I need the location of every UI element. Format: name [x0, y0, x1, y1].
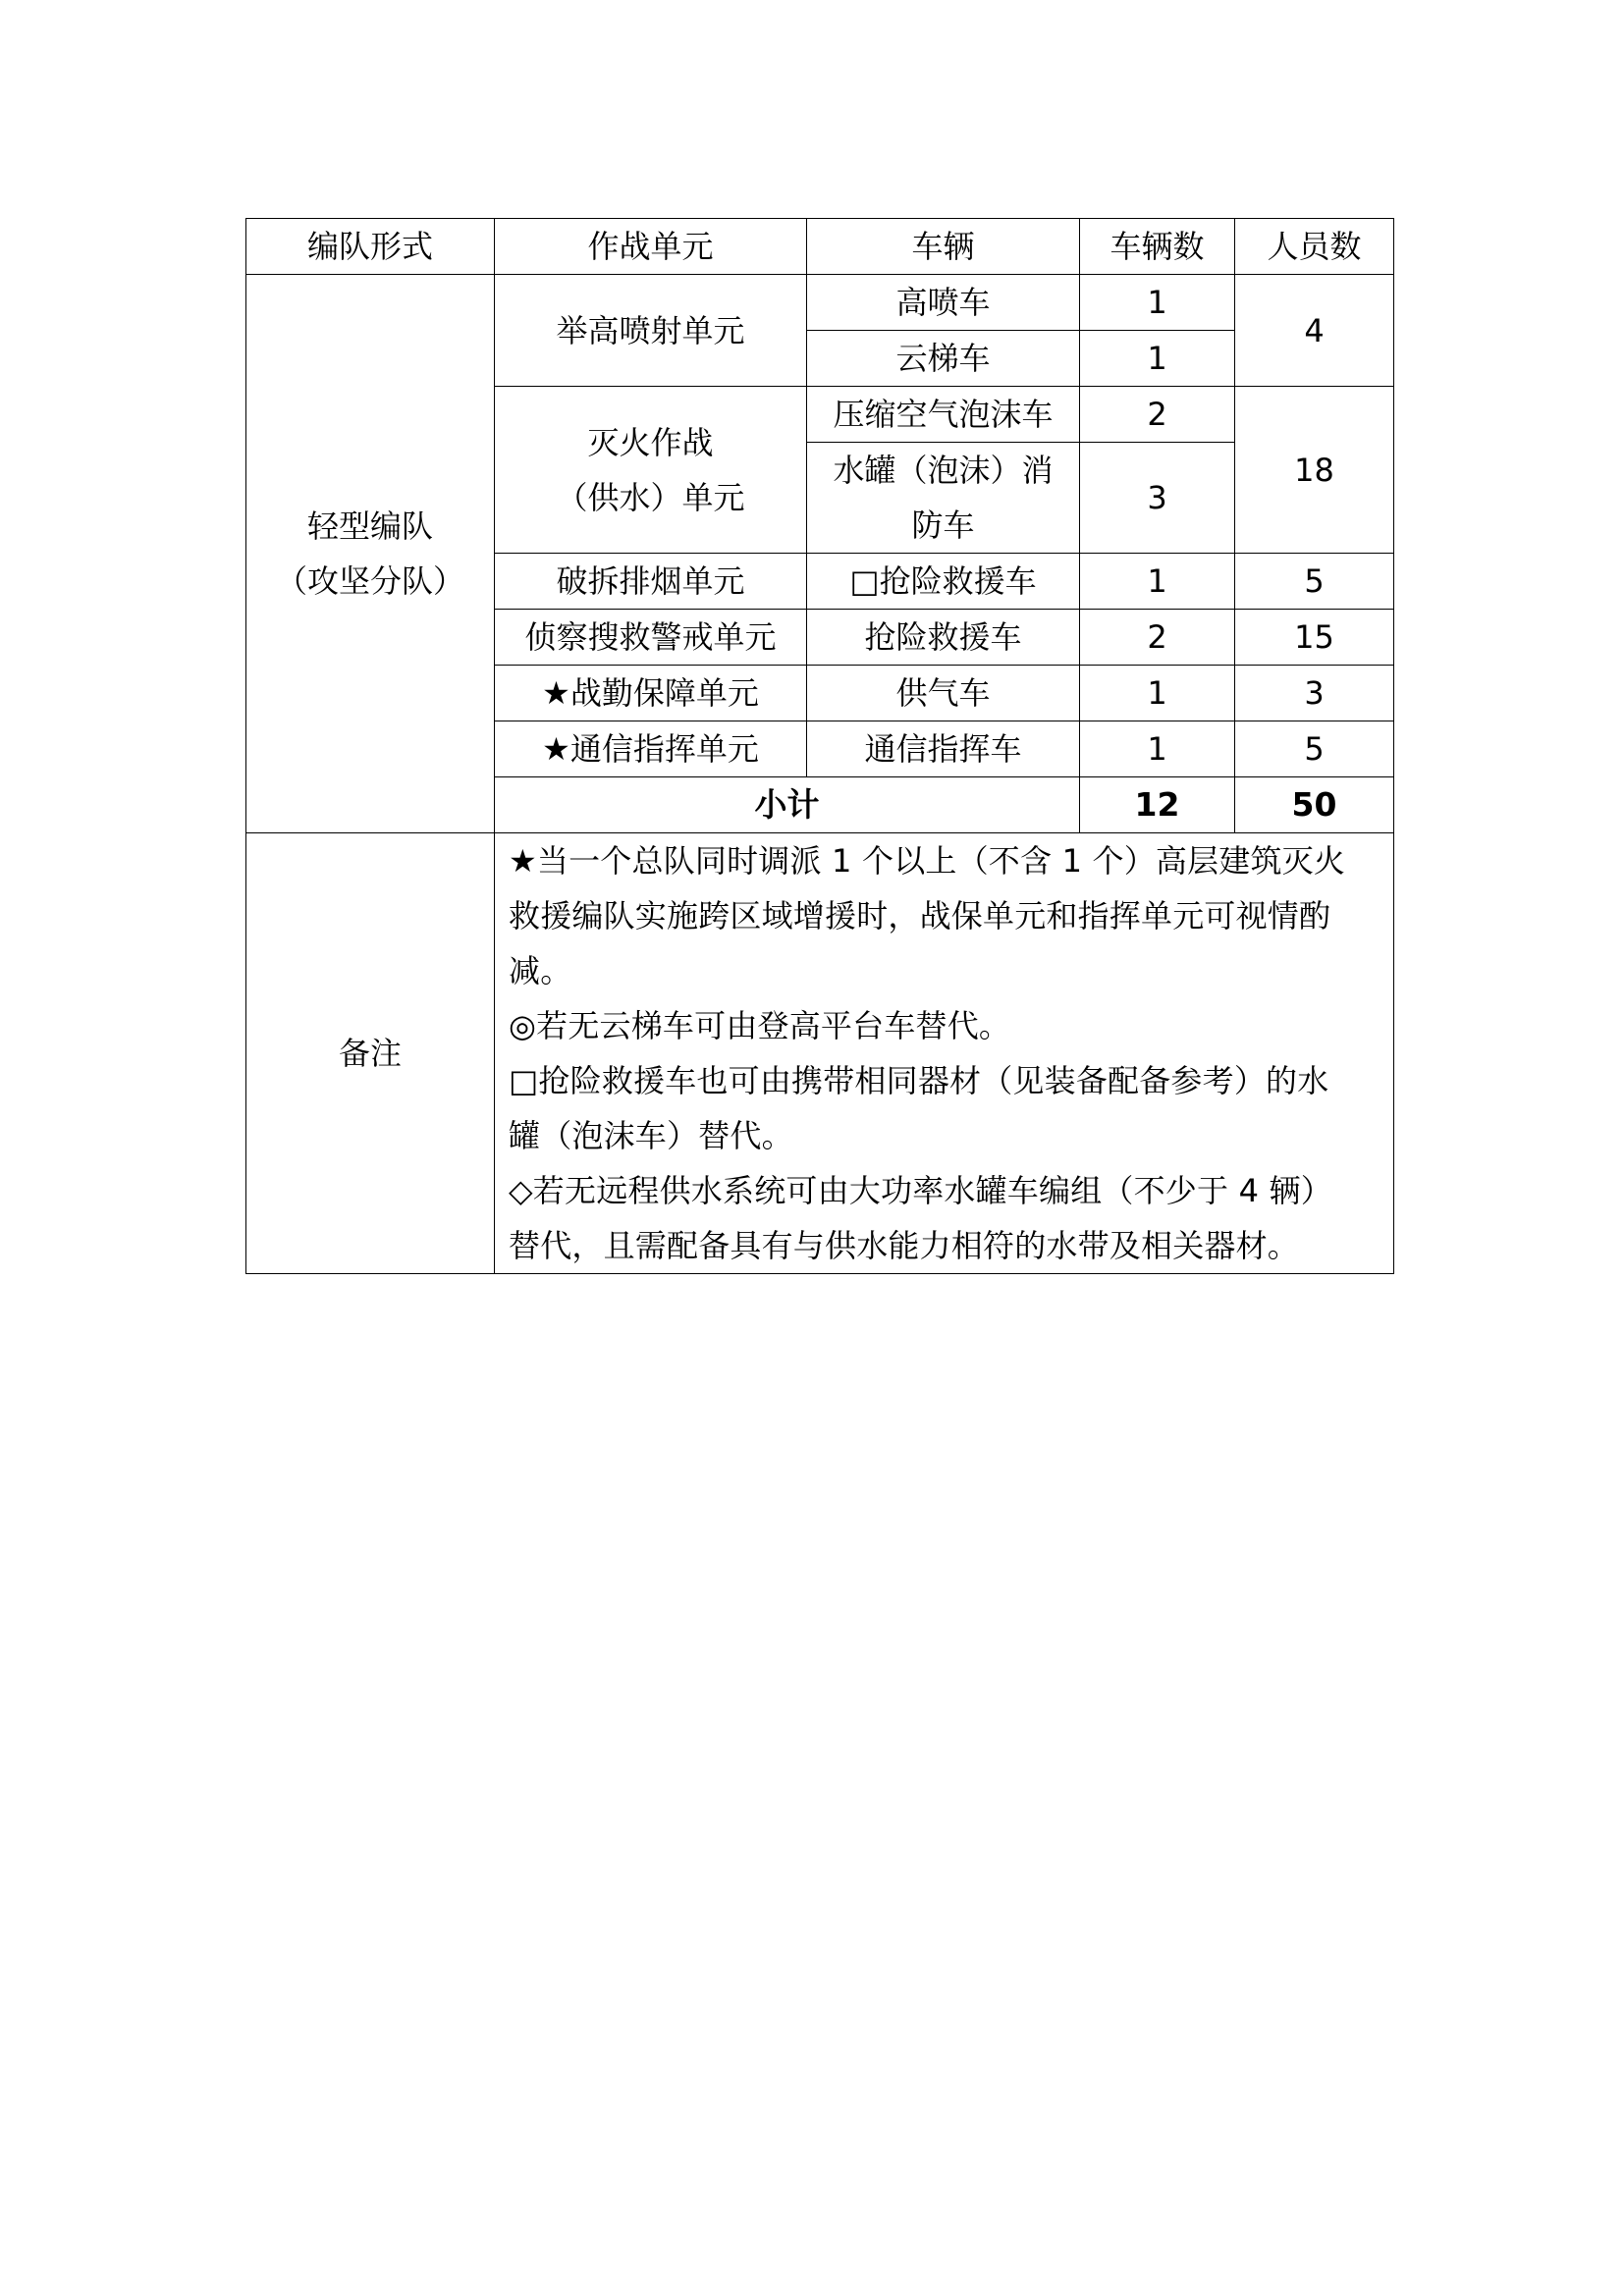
count-cell: 1 — [1080, 554, 1235, 610]
count-cell: 1 — [1080, 666, 1235, 721]
count-cell: 2 — [1080, 610, 1235, 666]
header-vehicle-count: 车辆数 — [1080, 219, 1235, 275]
formation-cell — [246, 275, 495, 833]
unit-cell: 破拆排烟单元 — [495, 554, 807, 610]
unit-cell — [495, 387, 807, 554]
header-formation: 编队形式 — [246, 219, 495, 275]
staff-cell: 5 — [1235, 721, 1394, 777]
subtotal-count: 12 — [1080, 777, 1235, 833]
note-line: 替代，且需配备具有与供水能力相符的水带及相关器材。 — [509, 1227, 1300, 1264]
count-cell: 1 — [1080, 721, 1235, 777]
staff-cell: 4 — [1235, 275, 1394, 387]
table-header-row — [246, 219, 1394, 275]
vehicle-line: 水罐（泡沫）消 — [833, 452, 1054, 489]
note-line: 救援编队实施跨区域增援时，战保单元和指挥单元可视情酌 — [509, 897, 1331, 934]
vehicle-cell: □抢险救援车 — [807, 554, 1080, 610]
unit-line: 灭火作战 — [587, 423, 714, 461]
subtotal-staff: 50 — [1235, 777, 1394, 833]
vehicle-line: 防车 — [911, 507, 975, 544]
notes-row — [246, 833, 1394, 1274]
subtotal-label: 小计 — [495, 777, 1080, 833]
count-cell: 1 — [1080, 331, 1235, 387]
header-vehicle: 车辆 — [807, 219, 1080, 275]
unit-cell: ★通信指挥单元 — [495, 721, 807, 777]
header-unit: 作战单元 — [495, 219, 807, 275]
unit-cell: 侦察搜救警戒单元 — [495, 610, 807, 666]
staff-cell: 18 — [1235, 387, 1394, 554]
note-line: □抢险救援车也可由携带相同器材（见装备配备参考）的水 — [509, 1062, 1329, 1099]
unit-line: （供水）单元 — [556, 478, 745, 516]
notes-cell — [495, 833, 1394, 1274]
vehicle-cell: 高喷车 — [807, 275, 1080, 331]
staff-cell: 5 — [1235, 554, 1394, 610]
formation-sub: （攻坚分队） — [275, 562, 464, 600]
note-line: ◎若无云梯车可由登高平台车替代。 — [509, 1007, 1011, 1044]
note-line: ◇若无远程供水系统可由大功率水罐车编组（不少于 4 辆） — [509, 1172, 1332, 1209]
vehicle-cell — [807, 443, 1080, 554]
formation-name: 轻型编队 — [306, 507, 433, 545]
vehicle-cell: 供气车 — [807, 666, 1080, 721]
count-cell: 2 — [1080, 387, 1235, 443]
note-line: 罐（泡沫车）替代。 — [509, 1117, 793, 1154]
formation-table — [245, 218, 1394, 1274]
count-cell: 3 — [1080, 443, 1235, 554]
unit-cell: 举高喷射单元 — [495, 275, 807, 387]
vehicle-cell: 通信指挥车 — [807, 721, 1080, 777]
table-row — [246, 275, 1394, 331]
note-line: 减。 — [509, 952, 572, 989]
header-staff-count: 人员数 — [1235, 219, 1394, 275]
notes-label: 备注 — [246, 833, 495, 1274]
staff-cell: 15 — [1235, 610, 1394, 666]
vehicle-cell: 压缩空气泡沫车 — [807, 387, 1080, 443]
vehicle-cell: 抢险救援车 — [807, 610, 1080, 666]
vehicle-cell: 云梯车 — [807, 331, 1080, 387]
count-cell: 1 — [1080, 275, 1235, 331]
unit-cell: ★战勤保障单元 — [495, 666, 807, 721]
staff-cell: 3 — [1235, 666, 1394, 721]
note-line: ★当一个总队同时调派 1 个以上（不含 1 个）高层建筑灭火 — [509, 842, 1346, 880]
